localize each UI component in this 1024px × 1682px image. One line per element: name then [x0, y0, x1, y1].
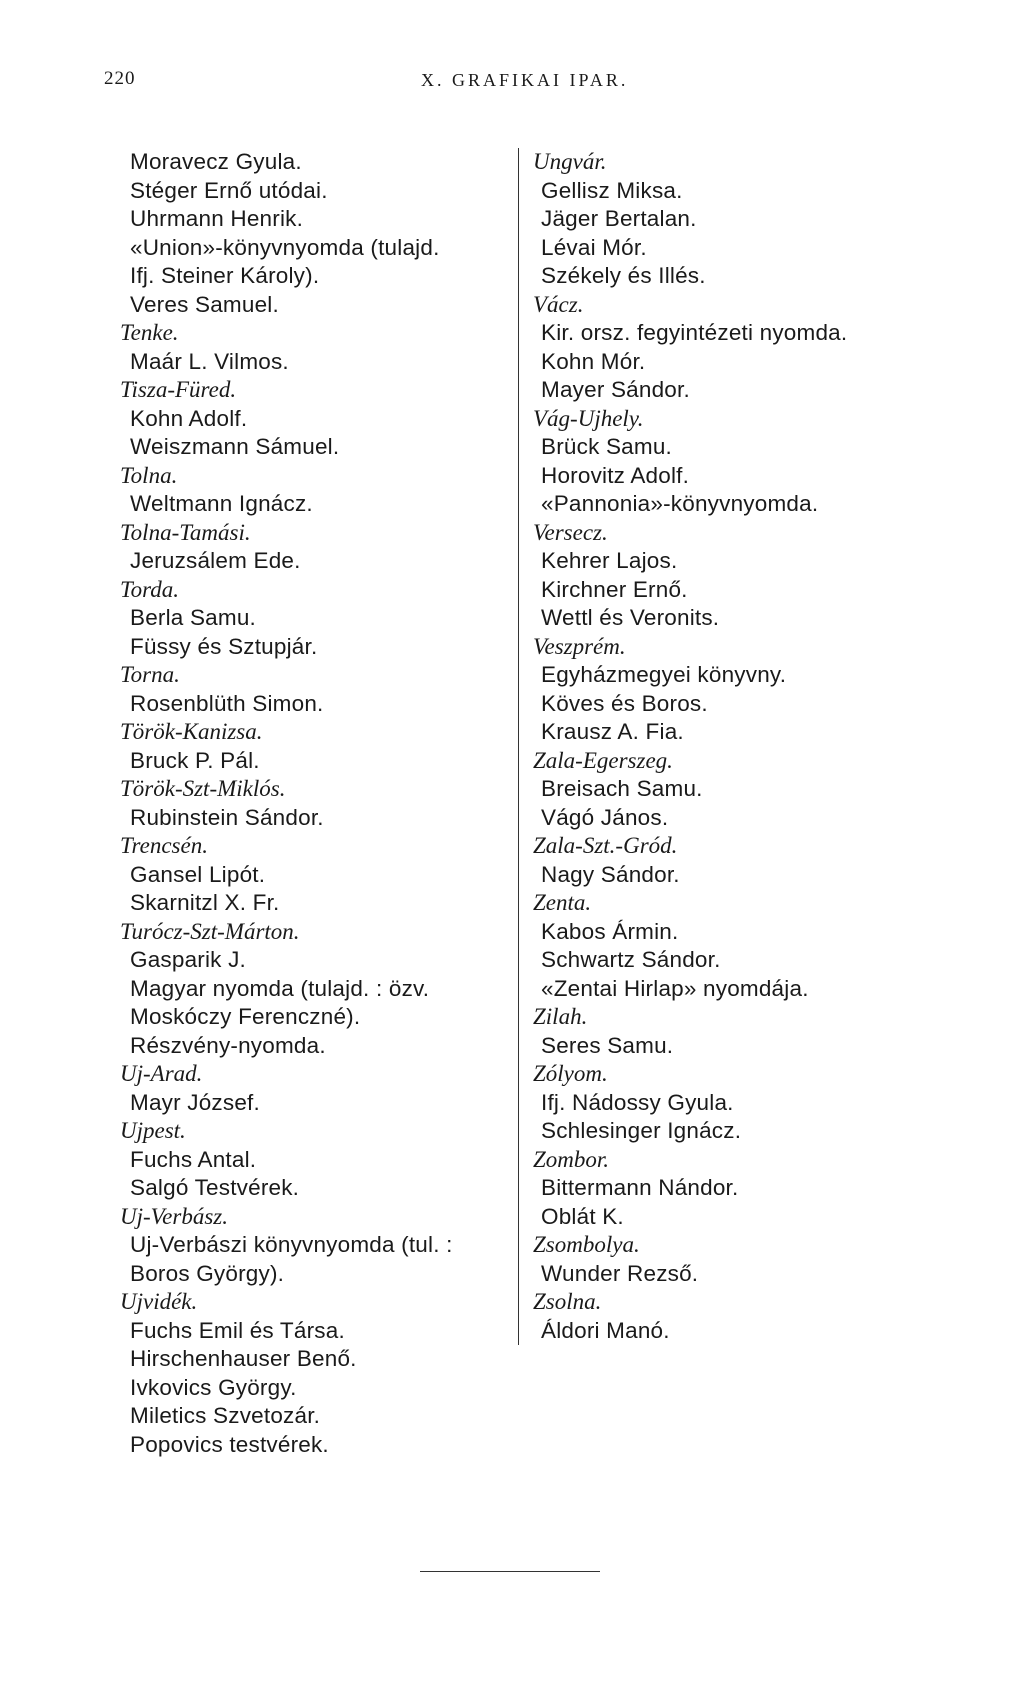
list-item: Mayer Sándor. [541, 377, 690, 402]
list-item: Gansel Lipót. [130, 861, 266, 887]
list-item: Schlesinger Ignácz. [541, 1118, 742, 1143]
list-item: Hirschenhauser Benő. [130, 1346, 357, 1371]
page-header [0, 62, 1024, 102]
town-heading: Zala-Szt.-Gród. [533, 833, 678, 858]
town-heading: Zombor. [533, 1146, 610, 1172]
list-item: Kabos Ármin. [541, 918, 679, 944]
town-heading: Trencsén. [120, 833, 208, 858]
list-item: Részvény-nyomda. [130, 1032, 326, 1058]
town-heading: Tolna. [120, 462, 178, 488]
town-heading: Zsolna. [533, 1289, 602, 1314]
list-item: Bruck P. Pál. [130, 747, 260, 773]
list-item: Rosenblüth Simon. [130, 690, 324, 716]
list-item: Mayr József. [130, 1089, 260, 1115]
town-heading: Veszprém. [533, 633, 626, 659]
town-heading: Tenke. [120, 320, 179, 345]
list-item: Nagy Sándor. [541, 861, 680, 887]
list-item: Fuchs Antal. [130, 1146, 257, 1172]
list-item: Schwartz Sándor. [541, 947, 721, 972]
list-item: Kehrer Lajos. [541, 548, 678, 573]
town-heading: Vág-Ujhely. [533, 405, 644, 431]
town-heading: Török-Szt-Miklós. [120, 776, 286, 801]
town-heading: Uj-Verbász. [120, 1203, 228, 1229]
list-item: Wettl és Veronits. [541, 605, 720, 630]
list-item: Áldori Manó. [541, 1317, 670, 1343]
town-heading: Török-Kanizsa. [120, 719, 263, 744]
list-item: Ifj. Steiner Károly). [130, 263, 320, 288]
list-item: Gellisz Miksa. [541, 177, 683, 203]
list-item: Breisach Samu. [541, 776, 703, 801]
list-item: Maár L. Vilmos. [130, 348, 289, 374]
town-heading: Vácz. [533, 291, 584, 317]
list-item: Rubinstein Sándor. [130, 804, 324, 830]
list-item: Kir. orsz. fegyintézeti nyomda. [541, 320, 848, 345]
town-heading: Turócz-Szt-Márton. [120, 918, 300, 944]
list-item: Weiszmann Sámuel. [130, 434, 340, 459]
town-heading: Zala-Egerszeg. [533, 747, 673, 773]
list-item: Vágó János. [541, 804, 669, 830]
list-item: Moravecz Gyula. [130, 149, 302, 174]
list-item: Stéger Ernő utódai. [130, 177, 328, 203]
town-heading: Zilah. [533, 1004, 588, 1029]
list-item: Salgó Testvérek. [130, 1175, 300, 1200]
list-item: Horovitz Adolf. [541, 462, 690, 488]
list-item: Weltmann Ignácz. [130, 491, 313, 516]
list-item: Jäger Bertalan. [541, 206, 697, 231]
list-item: Jeruzsálem Ede. [130, 548, 301, 573]
town-heading: Torda. [120, 576, 180, 602]
town-heading: Tolna-Tamási. [120, 519, 251, 545]
list-item: Kirchner Ernő. [541, 576, 688, 602]
list-item: Seres Samu. [541, 1032, 674, 1058]
list-item: Egyházmegyei könyvny. [541, 662, 787, 687]
list-item: Bittermann Nándor. [541, 1175, 739, 1200]
right-column [518, 148, 919, 1345]
list-item: Köves és Boros. [541, 690, 708, 716]
running-title: X. GRAFIKAI IPAR. [421, 70, 629, 90]
list-item: Brück Samu. [541, 434, 672, 459]
list-item: Lévai Mór. [541, 234, 647, 260]
list-item: Füssy és Sztupjár. [130, 633, 318, 659]
list-item: Miletics Szvetozár. [130, 1403, 321, 1428]
town-heading: Zólyom. [533, 1061, 608, 1086]
list-item: Moskóczy Ferenczné). [130, 1004, 361, 1029]
town-heading: Ungvár. [533, 149, 607, 174]
list-item: «Pannonia»-könyvnyomda. [541, 491, 819, 516]
list-item: Veres Samuel. [130, 291, 279, 317]
list-item: Boros György). [130, 1260, 285, 1286]
footer-rule [420, 1571, 600, 1572]
list-item: Ivkovics György. [130, 1374, 297, 1400]
town-heading: Versecz. [533, 519, 608, 545]
town-heading: Uj-Arad. [120, 1061, 203, 1086]
town-heading: Zsombolya. [533, 1232, 640, 1257]
town-heading: Tisza-Füred. [120, 377, 237, 402]
list-item: Kohn Adolf. [130, 405, 248, 431]
page-number: 220 [104, 68, 136, 89]
town-heading: Ujpest. [120, 1118, 186, 1143]
list-item: Fuchs Emil és Társa. [130, 1317, 345, 1343]
list-item: «Union»-könyvnyomda (tulajd. [130, 234, 440, 260]
list-item: Oblát K. [541, 1203, 624, 1229]
list-item: Krausz A. Fia. [541, 719, 684, 744]
list-item: Magyar nyomda (tulajd. : özv. [130, 975, 430, 1001]
list-item: Ifj. Nádossy Gyula. [541, 1089, 734, 1115]
list-item: Kohn Mór. [541, 348, 646, 374]
list-item: «Zentai Hirlap» nyomdája. [541, 975, 809, 1001]
list-item: Uhrmann Henrik. [130, 206, 304, 231]
list-item: Skarnitzl X. Fr. [130, 890, 280, 915]
town-heading: Torna. [120, 662, 180, 687]
list-item: Wunder Rezső. [541, 1260, 699, 1286]
list-item: Székely és Illés. [541, 263, 706, 288]
list-item: Gasparik J. [130, 947, 246, 972]
town-heading: Zenta. [533, 890, 592, 915]
list-item: Berla Samu. [130, 605, 257, 630]
list-item: Uj-Verbászi könyvnyomda (tul. : [130, 1232, 453, 1257]
town-heading: Ujvidék. [120, 1289, 198, 1314]
left-column [120, 148, 515, 1459]
list-item: Popovics testvérek. [130, 1431, 329, 1457]
